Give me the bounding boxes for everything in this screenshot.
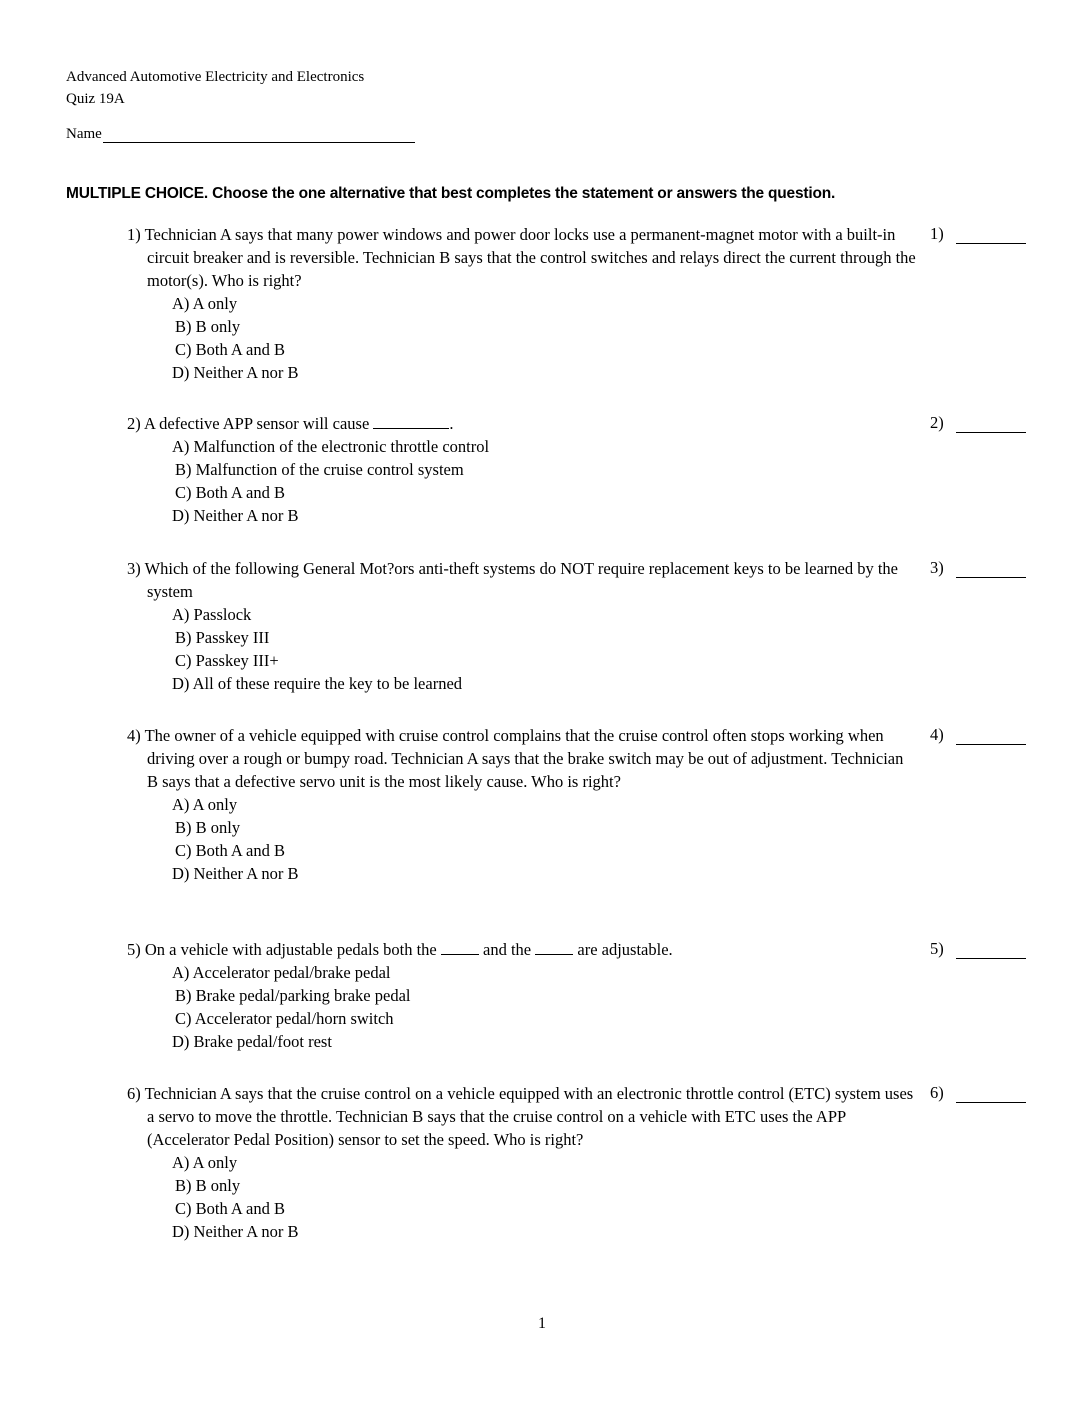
option-a: A) Malfunction of the electronic throttle control [172,437,490,456]
course-title: Advanced Automotive Electricity and Electronics [66,69,365,85]
question-stem: Technician A says that many power windows and power door locks use a permanent-magnet motor with a built-in circuit breaker and is reversible. Technician B says that the control switches and relays direct the current through the motor(s). Who is right? [144,225,916,290]
option-b: B) Malfunction of the cruise control system [175,460,464,479]
answer-blank[interactable] [956,942,1026,959]
option-b: B) B only [175,1176,241,1195]
option-d: D) Neither A nor B [172,1222,299,1241]
question-3 [127,557,917,695]
option-b: B) Brake pedal/parking brake pedal [175,986,411,1005]
answer-slot-4 [930,725,1026,745]
option-d: D) Neither A nor B [172,506,299,525]
answer-slot-3 [930,558,1026,578]
option-a: A) A only [172,1153,238,1172]
fill-blank-1 [441,940,479,955]
option-d: D) Neither A nor B [172,864,299,883]
answer-label: 5) [930,939,944,958]
fill-blank-2 [535,940,573,955]
question-number: 6) [127,1084,141,1103]
quiz-title: Quiz 19A [66,91,125,107]
answer-blank[interactable] [956,1086,1026,1103]
option-b: B) Passkey III [175,628,270,647]
instructions: MULTIPLE CHOICE. Choose the one alternative that best completes the statement or answers the question. [66,185,836,202]
question-1 [127,223,917,384]
question-number: 3) [127,559,141,578]
fill-blank [373,414,449,429]
question-stem: Technician A says that the cruise control on a vehicle equipped with an electronic throttle control (ETC) system uses a servo to move the throttle. Technician B says that the cruise control on a vehicle with ETC uses the APP (Accelerator Pedal Position) sensor to set the speed. Who is right? [144,1084,914,1149]
question-stem: Which of the following General Mot?ors anti-theft systems do NOT require replacement keys to be learned by the system [144,559,898,601]
page-number: 1 [538,1315,546,1332]
option-d: D) Neither A nor B [172,363,299,382]
option-c: C) Accelerator pedal/horn switch [175,1009,394,1028]
question-5: 5) On a vehicle with adjustable pedals both the and the are adjustable. A) Accelerator pedal/brake pedal B) Brake pedal/parking brake pedal C) Accelerator pedal/horn switch D) Brake pedal/foot rest [127,938,917,1053]
answer-slot-5 [930,939,1026,959]
answer-blank[interactable] [956,416,1026,433]
option-a: A) A only [172,795,238,814]
option-c: C) Passkey III+ [175,651,279,670]
question-stem: On a vehicle with adjustable pedals both the [144,940,441,959]
question-4 [127,724,917,885]
question-6 [127,1082,917,1243]
answer-blank[interactable] [956,227,1026,244]
answer-blank[interactable] [956,561,1026,578]
question-stem: A defective APP sensor will cause [143,414,374,433]
name-label: Name [66,126,102,142]
answer-label: 2) [930,413,944,432]
option-a: A) Accelerator pedal/brake pedal [172,963,391,982]
option-a: A) A only [172,294,238,313]
question-number: 5) [127,940,141,959]
question-number: 4) [127,726,141,745]
option-c: C) Both A and B [175,340,286,359]
option-a: A) Passlock [172,605,252,624]
answer-slot-6 [930,1083,1026,1103]
answer-slot-1 [930,224,1026,244]
option-c: C) Both A and B [175,1199,286,1218]
question-stem: The owner of a vehicle equipped with cruise control complains that the cruise control often stops working when driving over a rough or bumpy road. Technician A says that the brake switch may be out of adjustment. Technician B says that a defective servo unit is the most likely cause. Who is right? [144,726,904,791]
answer-slot-2 [930,413,1026,433]
question-number: 1) [127,225,141,244]
option-c: C) Both A and B [175,483,286,502]
question-2: 2) A defective APP sensor will cause . A) Malfunction of the electronic throttle control B) Malfunction of the cruise control system C) Both A and B D) Neither A nor B [127,412,917,527]
option-d: D) All of these require the key to be learned [172,674,463,693]
option-d: D) Brake pedal/foot rest [172,1032,332,1051]
answer-label: 3) [930,558,944,577]
option-c: C) Both A and B [175,841,286,860]
answer-label: 4) [930,725,944,744]
option-b: B) B only [175,818,241,837]
answer-label: 1) [930,224,944,243]
answer-label: 6) [930,1083,944,1102]
option-b: B) B only [175,317,241,336]
answer-blank[interactable] [956,728,1026,745]
name-field [66,124,415,143]
question-number: 2) [127,414,141,433]
name-blank-line[interactable] [103,124,415,143]
